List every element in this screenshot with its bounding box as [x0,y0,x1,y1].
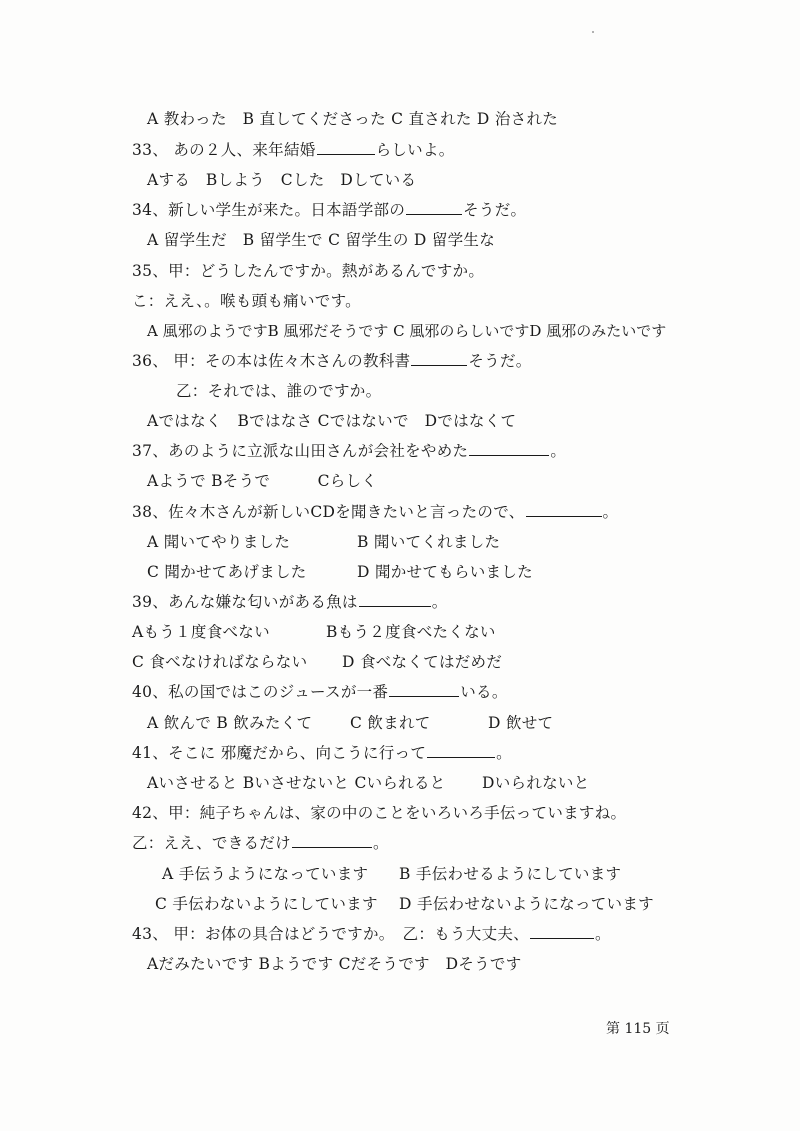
q42-options-row2: C 手伝わないようにしています D 手伝わせないようになっています [155,895,654,913]
q35-stem: 35、甲：どうしたんですか。熱があるんですか。 [132,262,485,280]
q39-options-row1: Aもう１度食べない Bもう２度食べたくない [132,623,496,641]
answer-blank [427,743,495,758]
q42-stem: 42、甲：純子ちゃんは、家の中のことをいろいろ手伝っていますね。 [132,804,627,822]
q41-options: Aいさせると Bいさせないと Cいられると Dいられないと [147,774,590,792]
q32-options: A 教わった B 直してくださった C 直された D 治された [147,110,559,128]
answer-blank [359,592,431,607]
q40-options: A 飲んで B 飲みたくて C 飲まれて D 飲せて [147,714,554,732]
q35-options: A 風邪のようですB 風邪だそうです C 風邪のらしいですD 風邪のみたいです [147,322,667,340]
q36-stem: 36、 甲：その本は佐々木さんの教科書 そうだ。 [132,352,532,370]
q36-dialogue: 乙：それでは、誰のですか。 [176,382,382,400]
answer-blank [469,441,549,456]
q42-dialogue: 乙：ええ、できるだけ 。 [132,834,389,852]
q37-stem: 37、あのように立派な山田さんが会社をやめた 。 [132,442,567,460]
q39-options-row2: C 食べなければならない D 食べなくてはだめだ [132,653,503,671]
page-number: 第 115 页 [606,1021,670,1037]
q35-dialogue: こ：ええ、。喉も頭も痛いです。 [132,292,361,310]
q39-stem: 39、あんな嫌な匂いがある魚は 。 [132,593,448,611]
q38-options-row1: A 聞いてやりました B 聞いてくれました [147,533,501,551]
answer-blank [411,351,467,366]
answer-blank [526,502,602,517]
q34-stem: 34、新しい学生が来た。日本語学部の そうだ。 [132,201,527,219]
answer-blank [292,833,372,848]
q34-options: A 留学生だ B 留学生で C 留学生の D 留学生な [147,231,496,249]
q37-options: Aようで Bそうで Cらしく [147,472,378,490]
q43-options: Aだみたいです Bようです Cだそうです Dそうです [147,955,522,973]
q41-stem: 41、そこに 邪魔だから、向こうに行って 。 [132,744,512,762]
answer-blank [406,200,462,215]
q42-options-row1: A 手伝うようになっています B 手伝わせるようにしています [162,865,622,883]
q33-options: Aする Bしよう Cした Dしている [147,171,417,189]
answer-blank [530,924,594,939]
q33-stem: 33、 あの２人、来年結婚 らしいよ。 [132,141,455,159]
scan-speck [592,31,594,33]
q38-stem: 38、佐々木さんが新しいCDを聞きたいと言ったので、 。 [132,503,619,521]
q40-stem: 40、私の国ではこのジュースが一番 いる。 [132,683,508,701]
q38-options-row2: C 聞かせてあげました D 聞かせてもらいました [147,563,533,581]
q43-stem: 43、 甲：お体の具合はどうですか。 乙：もう大丈夫、 。 [132,925,611,943]
answer-blank [317,140,375,155]
q36-options: Aではなく Bではなさ Cではないで Dではなくて [147,412,517,430]
answer-blank [389,682,459,697]
